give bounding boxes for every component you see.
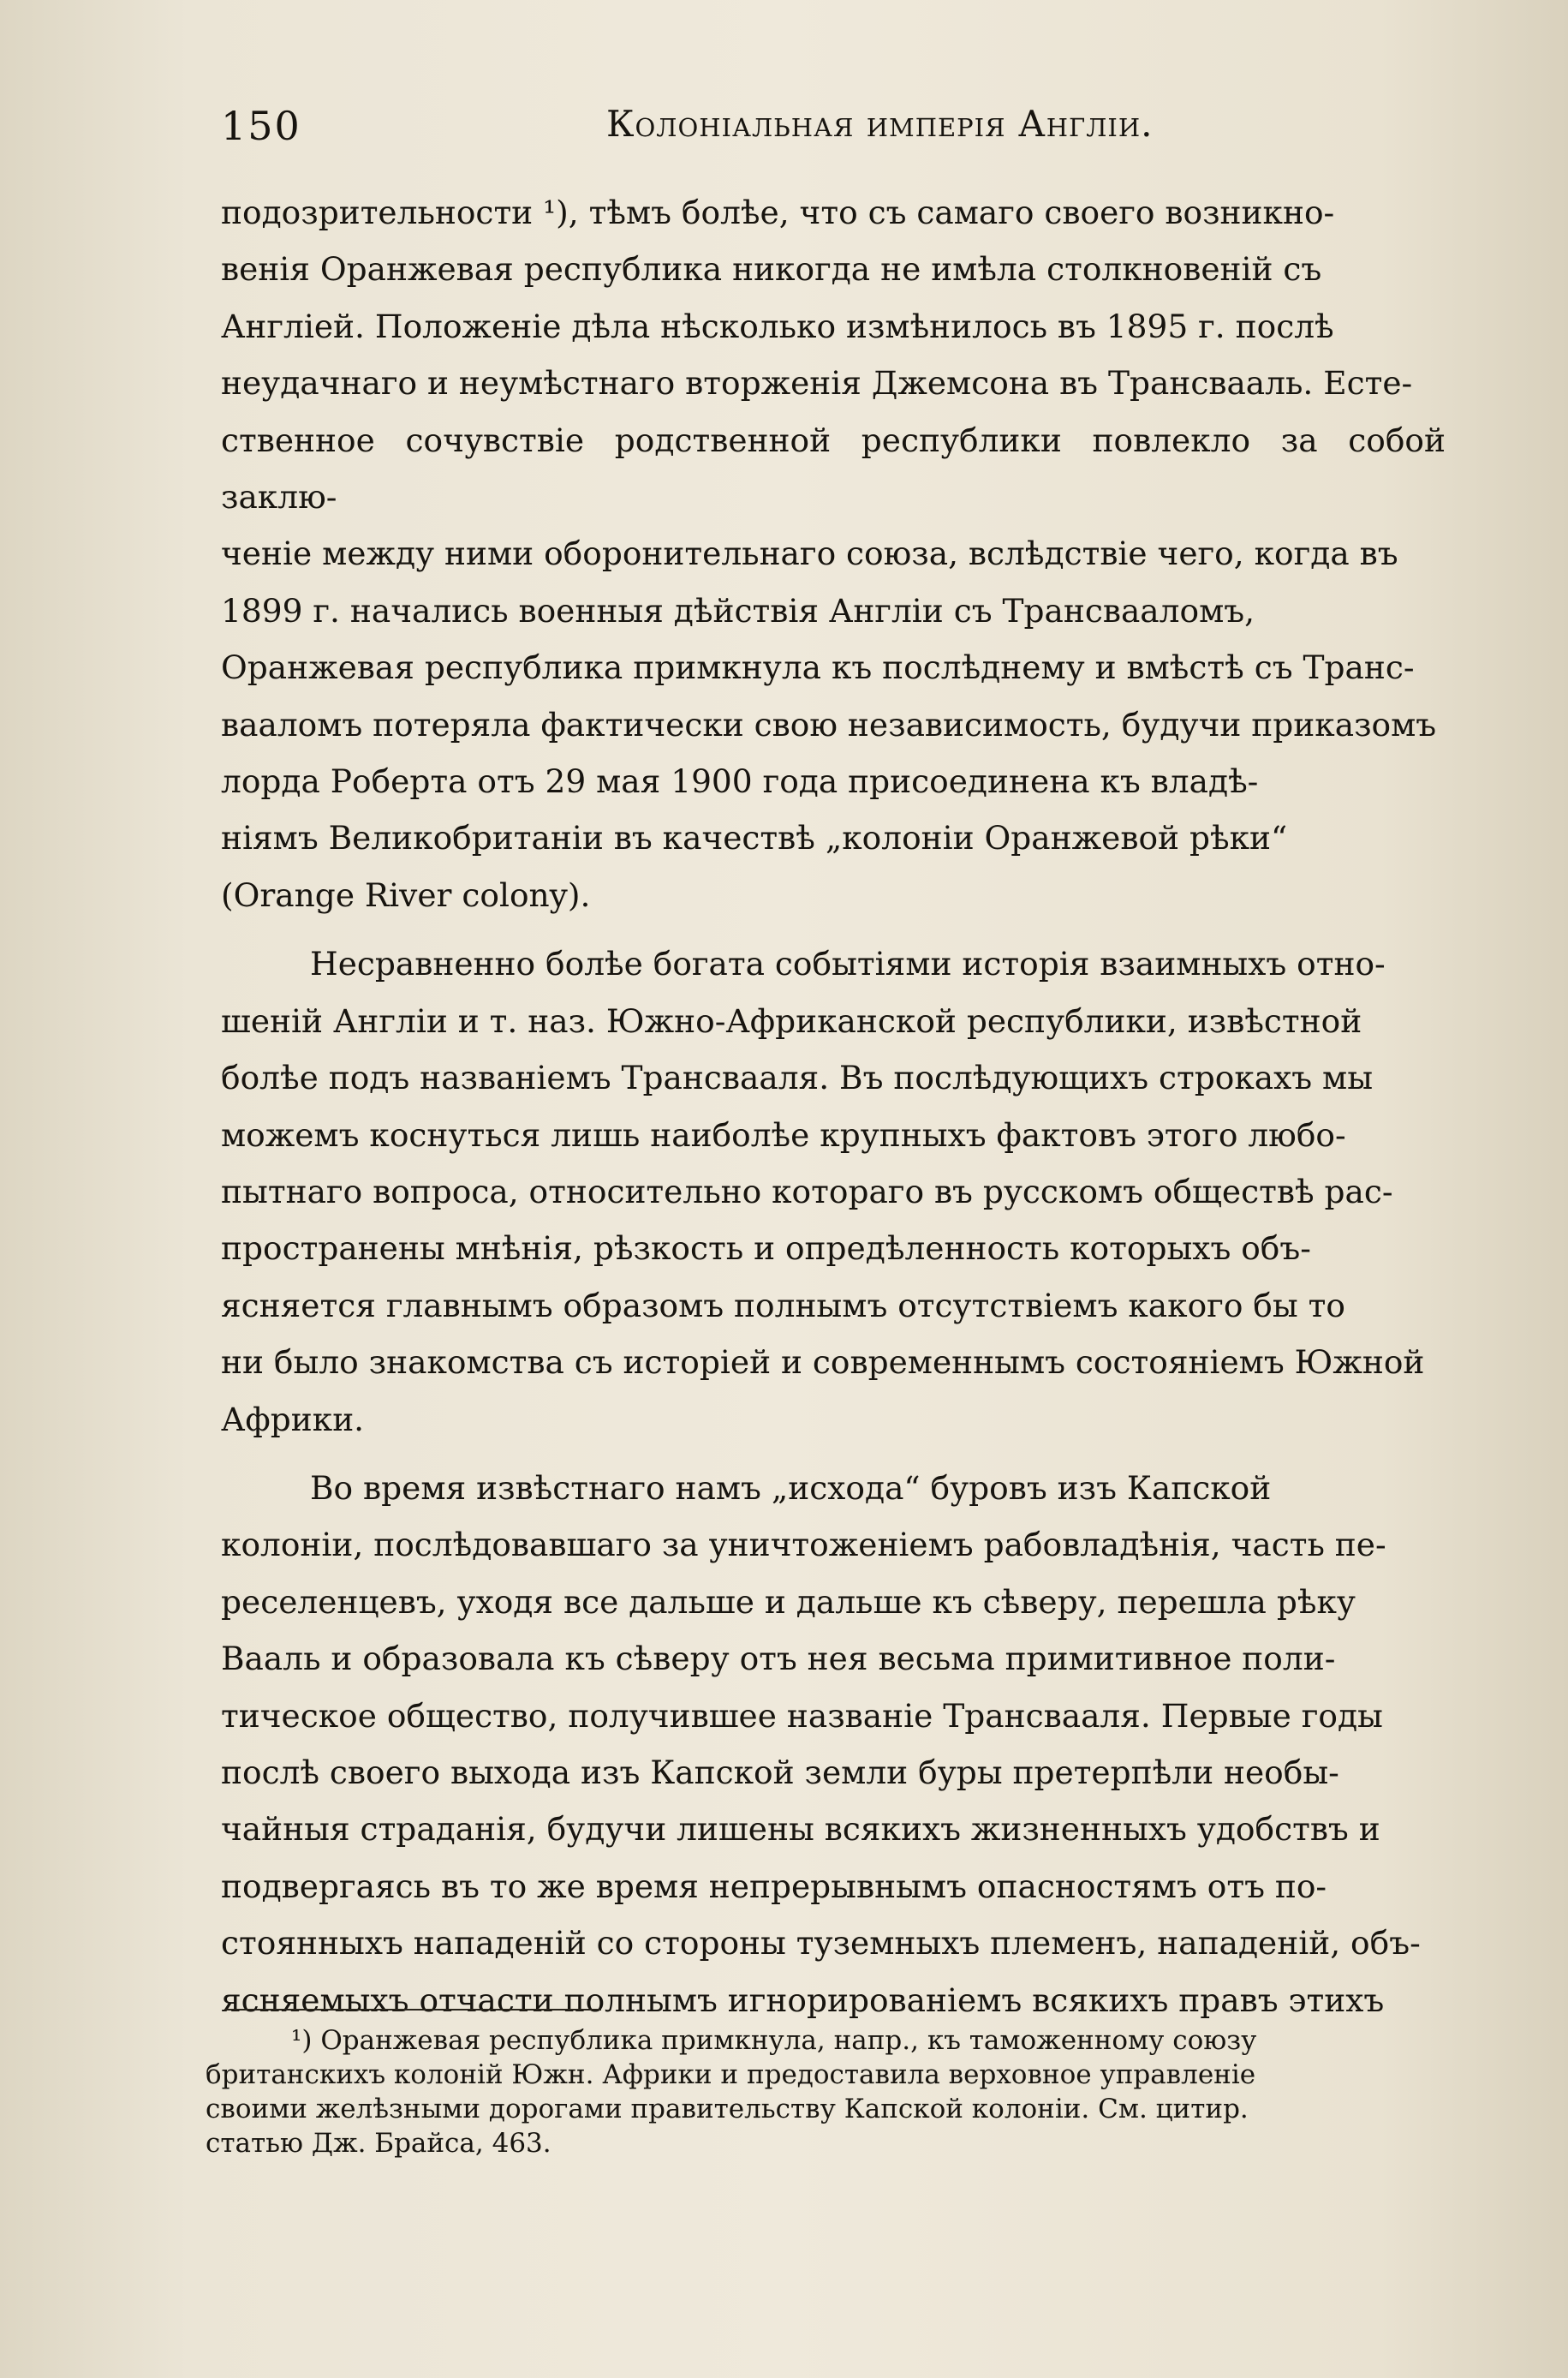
footnote: ¹) Оранжевая республика примкнула, напр., къ таможенному союзу британскихъ колоній Южн. Африки и предоставила верховное управленіе своими желѣзными дорогами правительству Капской колоніи. См. цитир. статью Дж. Брайса, 463. (206, 2025, 1257, 2159)
main-text (221, 184, 1446, 2028)
footnote-divider (224, 2009, 601, 2011)
page-header (221, 103, 1454, 163)
running-title: Колоніальная имперія Англіи. (606, 103, 1154, 145)
paragraph: Несравненно болѣе богата событіями исторія взаимныхъ отно- шеній Англіи и т. наз. Южно-Африканской республики, извѣстной болѣе подъ названіемъ Трансвааля. Въ послѣдующихъ строкахъ мы можемъ коснуться лишь наиболѣе крупныхъ фактовъ этого любо- пытнаго вопроса, относительно котораго въ русскомъ обществѣ рас- пространены мнѣнія, рѣзкость и опредѣленность которыхъ объ- ясняется главнымъ образомъ полнымъ отсутствіемъ какого бы то ни было знакомства съ исторіей и современнымъ состояніемъ Южной Африки. (221, 945, 1425, 1438)
paragraph: Во время извѣстнаго намъ „исхода“ буровъ изъ Капской колоніи, послѣдовавшаго за уничтоженіемъ рабовладѣнія, часть пе- реселенцевъ, уходя все дальше и дальше къ сѣверу, перешла рѣку Вааль и образовала къ сѣверу отъ нея весьма примитивное поли- тическое общество, получившее названіе Трансвааля. Первые годы послѣ своего выхода изъ Капской земли буры претерпѣли необы- чайныя страданія, будучи лишены всякихъ жизненныхъ удобствъ и подвергаясь въ то же время непрерывнымъ опасностямъ отъ по- стоянныхъ нападеній со стороны туземныхъ племенъ, нападеній, объ- ясняемыхъ отчасти полнымъ игнорированіемъ всякихъ правъ этихъ (221, 1468, 1421, 2019)
paragraph: подозрительности ¹), тѣмъ болѣе, что съ самаго своего возникно- венія Оранжевая республика никогда не имѣла столкновеній съ Англіей. Положеніе дѣла нѣсколько измѣнилось въ 1895 г. послѣ неудачнаго и неумѣстнаго вторженія Джемсона въ Трансвааль. Есте- ственное сочувствіе родственной республики повлекло за собой заклю- ченіе между ними оборонительнаго союза, вслѣдствіе чего, когда въ 1899 г. начались военныя дѣйствія Англіи съ Трансвааломъ, Оранжевая республика примкнула къ послѣднему и вмѣстѣ съ Транс- вааломъ потеряла фактически свою независимость, будучи приказомъ лорда Роберта отъ 29 мая 1900 года присоединена къ владѣ- ніямъ Великобританіи въ качествѣ „колоніи Оранжевой рѣки“ (Orange River colony). (221, 194, 1446, 914)
page-number: 150 (221, 103, 301, 149)
